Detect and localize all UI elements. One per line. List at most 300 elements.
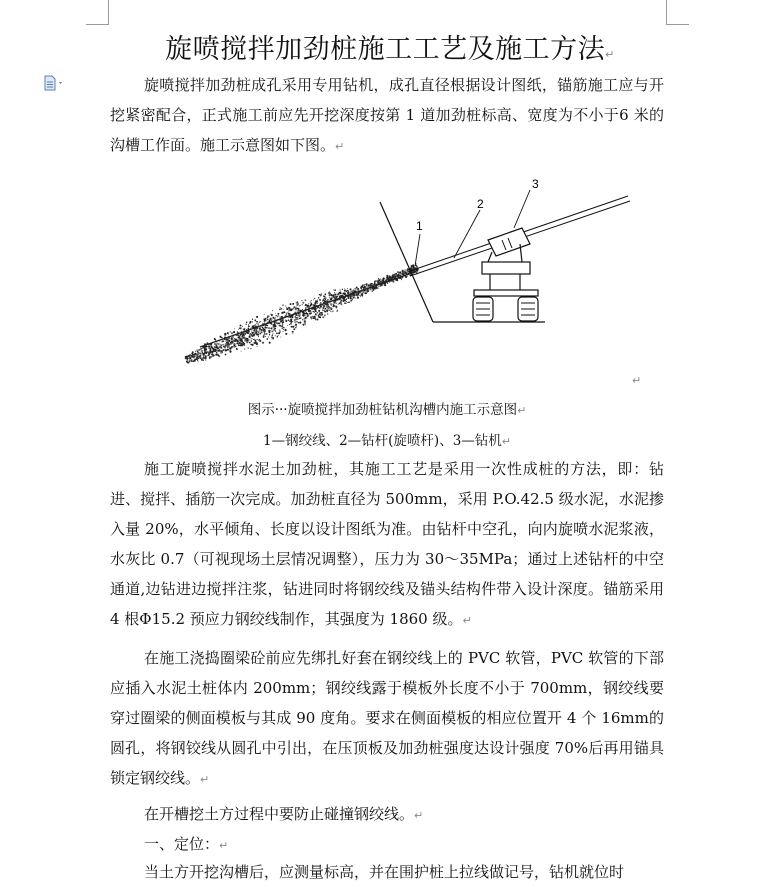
grout-speck (370, 288, 372, 290)
grout-speck (248, 324, 249, 325)
grout-speck (344, 288, 345, 289)
grout-speck (308, 310, 310, 312)
grout-speck (344, 293, 346, 295)
grout-speck (317, 303, 318, 304)
grout-speck (270, 323, 271, 324)
grout-speck (386, 276, 388, 278)
grout-speck (278, 332, 280, 334)
grout-speck (354, 288, 356, 290)
grout-speck (294, 321, 296, 323)
grout-speck (244, 349, 245, 350)
grout-speck (360, 295, 361, 296)
grout-speck (227, 349, 229, 351)
grout-speck (242, 341, 243, 342)
grout-speck (333, 301, 335, 303)
grout-speck (304, 314, 305, 315)
grout-speck (234, 346, 236, 348)
grout-speck (283, 327, 285, 329)
grout-speck (322, 310, 323, 311)
grout-speck (288, 310, 289, 311)
grout-speck (256, 321, 258, 323)
grout-speck (240, 337, 241, 338)
grout-speck (292, 331, 294, 333)
grout-speck (293, 328, 295, 330)
grout-speck (283, 331, 284, 332)
grout-speck (307, 315, 308, 316)
grout-speck (416, 271, 418, 273)
grout-speck (338, 293, 339, 294)
grout-speck (188, 356, 189, 357)
grout-speck (264, 330, 265, 331)
grout-speck (252, 319, 253, 320)
grout-speck (350, 300, 351, 301)
grout-speck (250, 348, 251, 349)
grout-speck (285, 333, 287, 335)
grout-speck (331, 308, 332, 309)
grout-speck (388, 278, 390, 280)
grout-speck (341, 300, 342, 301)
grout-speck (314, 303, 316, 305)
grout-speck (298, 310, 299, 311)
grout-speck (356, 287, 358, 289)
grout-speck (232, 342, 233, 343)
grout-speck (280, 321, 282, 323)
crop-mark-left (86, 0, 109, 25)
grout-speck (219, 349, 221, 351)
grout-speck (404, 270, 406, 272)
grout-speck (282, 322, 283, 323)
grout-speck (272, 310, 273, 311)
grout-speck (242, 341, 243, 342)
grout-speck (266, 333, 268, 335)
grout-speck (271, 327, 273, 329)
grout-speck (327, 299, 329, 301)
grout-speck (282, 324, 283, 325)
grout-speck (275, 335, 276, 336)
grout-speck (206, 353, 207, 354)
grout-speck (200, 352, 201, 353)
grout-speck (342, 293, 344, 295)
grout-speck (242, 326, 243, 327)
grout-speck (281, 312, 282, 313)
grout-speck (403, 272, 404, 273)
grout-speck (194, 357, 195, 358)
grout-speck (251, 341, 252, 342)
grout-speck (280, 325, 282, 327)
grout-speck (237, 339, 238, 340)
grout-speck (315, 310, 317, 312)
grout-speck (323, 295, 325, 297)
grout-speck (251, 344, 253, 346)
grout-speck (275, 315, 276, 316)
grout-speck (320, 312, 322, 314)
grout-speck (407, 276, 408, 277)
grout-speck (230, 338, 232, 340)
grout-speck (255, 319, 256, 320)
grout-speck (229, 349, 230, 350)
grout-speck (193, 355, 194, 356)
grout-speck (294, 326, 295, 327)
grout-speck (211, 351, 213, 353)
grout-speck (227, 332, 229, 334)
grout-speck (375, 284, 376, 285)
grout-speck (253, 338, 255, 340)
grout-speck (211, 356, 212, 357)
grout-speck (269, 342, 271, 344)
grout-speck (392, 274, 393, 275)
grout-speck (373, 289, 375, 291)
grout-speck (218, 346, 220, 348)
grout-speck (211, 354, 213, 356)
grout-speck (411, 266, 413, 268)
grout-speck (242, 343, 243, 344)
grout-speck (292, 326, 294, 328)
grout-speck (368, 289, 369, 290)
grout-speck (237, 342, 239, 344)
grout-speck (231, 341, 232, 342)
grout-speck (198, 358, 199, 359)
grout-speck (304, 322, 306, 324)
grout-speck (223, 350, 224, 351)
grout-speck (225, 341, 226, 342)
grout-speck (255, 331, 257, 333)
grout-speck (202, 347, 203, 348)
grout-speck (260, 321, 261, 322)
grout-speck (415, 267, 416, 268)
grout-speck (273, 338, 274, 339)
grout-speck (362, 295, 364, 297)
grout-speck (319, 299, 321, 301)
grout-speck (292, 333, 293, 334)
grout-speck (292, 303, 294, 305)
grout-speck (314, 312, 315, 313)
document-icon[interactable] (44, 75, 66, 91)
grout-speck (278, 335, 279, 336)
grout-speck (278, 322, 280, 324)
grout-speck (256, 346, 257, 347)
grout-speck (294, 319, 295, 320)
grout-speck (212, 348, 214, 350)
grout-speck (238, 335, 240, 337)
grout-speck (353, 297, 355, 299)
grout-speck (220, 347, 222, 349)
grout-speck (342, 289, 343, 290)
grout-speck (340, 295, 342, 297)
grout-speck (352, 291, 353, 292)
grout-speck (362, 285, 363, 286)
grout-speck (217, 354, 219, 356)
grout-speck (208, 346, 209, 347)
grout-speck (293, 308, 294, 309)
grout-speck (201, 349, 202, 350)
grout-speck (217, 349, 218, 350)
grout-speck (261, 332, 262, 333)
grout-speck (400, 273, 401, 274)
grout-speck (234, 328, 235, 329)
grout-speck (286, 313, 287, 314)
grout-speck (378, 278, 379, 279)
grout-speck (330, 298, 332, 300)
grout-speck (265, 318, 267, 320)
grout-speck (355, 298, 356, 299)
grout-speck (290, 320, 291, 321)
grout-speck (283, 329, 284, 330)
grout-speck (395, 274, 396, 275)
grout-speck (314, 317, 316, 319)
grout-speck (245, 333, 247, 335)
grout-speck (318, 315, 320, 317)
grout-speck (386, 279, 387, 280)
grout-speck (375, 280, 377, 282)
grout-speck (315, 319, 316, 320)
grout-speck (216, 347, 217, 348)
grout-speck (347, 290, 348, 291)
grout-speck (325, 297, 326, 298)
grout-speck (329, 307, 330, 308)
grout-speck (323, 305, 325, 307)
grout-speck (196, 358, 198, 360)
grout-speck (203, 354, 205, 356)
grout-speck (241, 327, 242, 328)
grout-speck (257, 328, 258, 329)
grout-speck (214, 346, 216, 348)
grout-speck (302, 319, 303, 320)
grout-speck (208, 348, 209, 349)
grout-speck (344, 290, 346, 292)
grout-speck (385, 279, 386, 280)
grout-speck (203, 357, 205, 359)
grout-speck (259, 322, 260, 323)
grout-speck (349, 288, 351, 290)
grout-speck (344, 299, 346, 301)
grout-speck (320, 296, 321, 297)
grout-speck (320, 312, 321, 313)
grout-speck (238, 339, 240, 341)
grout-speck (313, 299, 314, 300)
grout-speck (288, 307, 290, 309)
grout-speck (372, 291, 373, 292)
paragraph-warning: 在开槽挖土方过程中要防止碰撞钢绞线。↵ (144, 805, 424, 823)
grout-speck (338, 304, 339, 305)
grout-speck (211, 345, 212, 346)
grout-speck (219, 336, 221, 338)
grout-speck (315, 313, 317, 315)
grout-speck (305, 320, 307, 322)
grout-speck (334, 305, 336, 307)
grout-speck (246, 321, 248, 323)
grout-speck (351, 296, 352, 297)
grout-speck (216, 352, 217, 353)
grout-speck (234, 338, 235, 339)
grout-speck (215, 353, 217, 355)
grout-speck (283, 309, 284, 310)
grout-speck (257, 339, 258, 340)
grout-speck (288, 313, 290, 315)
grout-speck (233, 331, 235, 333)
grout-speck (396, 276, 397, 277)
grout-speck (194, 359, 196, 361)
grout-speck (291, 309, 293, 311)
grout-speck (238, 329, 239, 330)
drill-rig (473, 228, 538, 321)
grout-speck (285, 319, 286, 320)
steel-strand (200, 272, 415, 347)
grout-speck (249, 335, 250, 336)
grout-speck (204, 351, 205, 352)
grout-speck (221, 341, 222, 342)
grout-speck (252, 321, 253, 322)
paragraph-intro: 旋喷搅拌加劲桩成孔采用专用钻机，成孔直径根据设计图纸，锚筋施工应与开挖紧密配合，正式施工前应先开挖深度按第 1 道加劲桩标高、宽度为不小于6 米的沟槽工作面。施工示意图如下图。↵ (110, 76, 664, 154)
grout-speck (274, 318, 275, 319)
grout-speck (319, 308, 321, 310)
grout-speck (285, 305, 286, 306)
grout-speck (302, 309, 303, 310)
grout-speck (200, 354, 201, 355)
grout-speck (346, 298, 347, 299)
label-1: 1 (416, 219, 423, 233)
grout-speck (230, 331, 231, 332)
grout-speck (269, 334, 270, 335)
grout-speck (220, 353, 221, 354)
grout-speck (276, 321, 278, 323)
grout-speck (275, 313, 276, 314)
grout-speck (229, 347, 231, 349)
grout-speck (329, 295, 330, 296)
grout-speck (199, 356, 200, 357)
grout-speck (315, 300, 317, 302)
grout-speck (317, 300, 318, 301)
grout-speck (323, 310, 325, 312)
grout-speck (263, 335, 264, 336)
grout-speck (214, 350, 216, 352)
grout-speck (357, 289, 358, 290)
grout-speck (209, 357, 211, 359)
grout-speck (310, 313, 311, 314)
grout-speck (266, 327, 267, 328)
grout-speck (331, 311, 332, 312)
grout-speck (318, 297, 320, 299)
heading-positioning: 一、定位：↵ (144, 835, 229, 853)
grout-speck (243, 338, 244, 339)
grout-speck (296, 302, 298, 304)
figure-legend: 1—钢绞线、2—钻杆(旋喷杆)、3—钻机↵ (262, 433, 512, 449)
grout-speck (239, 327, 241, 329)
grout-speck (334, 292, 335, 293)
grout-speck (346, 301, 347, 302)
grout-speck (268, 336, 269, 337)
grout-speck (363, 291, 365, 293)
grout-speck (308, 303, 309, 304)
grout-speck (225, 349, 227, 351)
grout-speck (366, 283, 368, 285)
grout-speck (205, 355, 206, 356)
grout-speck (272, 334, 273, 335)
grout-speck (292, 321, 293, 322)
grout-speck (296, 321, 298, 323)
grout-speck (317, 312, 318, 313)
grout-speck (340, 301, 342, 303)
grout-speck (318, 310, 320, 312)
grout-speck (231, 346, 232, 347)
grout-speck (275, 317, 276, 318)
grout-speck (227, 343, 229, 345)
grout-speck (288, 319, 290, 321)
grout-speck (301, 300, 302, 301)
grout-speck (371, 283, 373, 285)
grout-speck (280, 307, 281, 308)
grout-speck (252, 332, 254, 334)
grout-speck (227, 340, 229, 342)
grout-speck (277, 336, 279, 338)
grout-speck (249, 333, 250, 334)
grout-speck (299, 322, 301, 324)
grout-speck (322, 316, 324, 318)
grout-speck (235, 340, 237, 342)
grout-speck (237, 336, 239, 338)
grout-speck (275, 325, 277, 327)
grout-speck (276, 333, 278, 335)
grout-speck (230, 342, 232, 344)
grout-speck (249, 342, 251, 344)
grout-speck (369, 286, 371, 288)
grout-speck (227, 345, 229, 347)
grout-speck (279, 316, 280, 317)
grout-speck (347, 292, 349, 294)
grout-speck (330, 293, 331, 294)
grout-speck (209, 352, 211, 354)
grout-speck (310, 301, 311, 302)
grout-speck (370, 283, 372, 285)
grout-speck (350, 292, 351, 293)
grout-speck (273, 324, 274, 325)
grout-speck (256, 339, 257, 340)
grout-speck (280, 308, 282, 310)
grout-speck (199, 349, 201, 351)
grout-speck (244, 340, 246, 342)
grout-speck (297, 318, 298, 319)
grout-speck (199, 358, 200, 359)
grout-speck (267, 315, 269, 317)
grout-speck (231, 332, 233, 334)
grout-speck (267, 325, 268, 326)
grout-speck (234, 339, 235, 340)
grout-speck (305, 299, 307, 301)
grout-speck (320, 306, 322, 308)
grout-speck (228, 335, 229, 336)
grout-speck (304, 313, 305, 314)
grout-speck (325, 308, 327, 310)
grout-speck (273, 329, 275, 331)
grout-speck (336, 300, 337, 301)
grout-speck (298, 322, 299, 323)
grout-speck (231, 337, 232, 338)
grout-speck (256, 323, 257, 324)
grout-speck (360, 288, 361, 289)
grout-speck (328, 309, 330, 311)
grout-speck (405, 273, 406, 274)
grout-speck (392, 281, 393, 282)
grout-speck (197, 351, 198, 352)
grout-speck (196, 349, 198, 351)
grout-speck (244, 338, 246, 340)
grout-speck (228, 340, 230, 342)
grout-speck (355, 295, 356, 296)
grout-speck (272, 317, 274, 319)
grout-speck (225, 344, 226, 345)
grout-speck (267, 319, 268, 320)
grout-speck (268, 327, 270, 329)
grout-speck (265, 336, 266, 337)
